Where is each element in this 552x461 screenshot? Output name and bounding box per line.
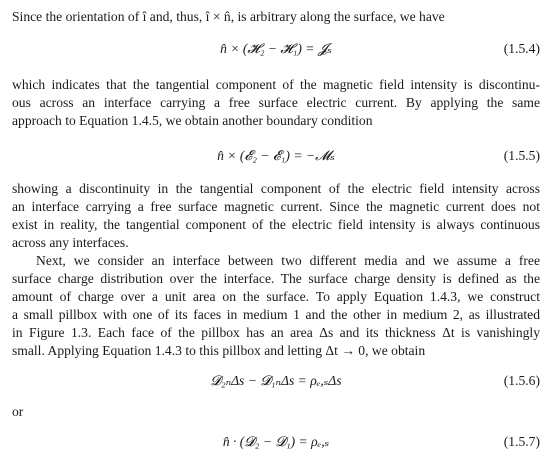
paragraph-3-line-1: showing a discontinuity in the tangential component of the electric field intensity across [12, 181, 540, 196]
paragraph-4-line-2: surface charge distribution over the interface. The surface charge density is defined as the [12, 271, 540, 286]
paragraph-1-line-1: Since the orientation of î and, thus, î × n̂, is arbitrary along the surface, we have [12, 9, 445, 24]
paragraph-3-line-4: across any interfaces. [12, 235, 129, 250]
equation-1-5-4-number: (1.5.4) [503, 41, 540, 56]
paragraph-3-line-2: an interface carrying a free surface magnetic current. Since the magnetic current does not [12, 199, 540, 214]
paragraph-4-line-3: amount of charge over a unit area on the surface. To apply Equation 1.4.3, we construct [12, 289, 540, 304]
equation-1-5-6-number: (1.5.6) [503, 373, 540, 388]
equation-1-5-7-number: (1.5.7) [503, 434, 540, 449]
paragraph-2-line-2: ous across an interface carrying a free surface electric current. By applying the same [12, 95, 540, 110]
paragraph-4-line-5: in Figure 1.3. Each face of the pillbox has an area Δs and its thickness Δt is vanishingly [12, 325, 540, 340]
paragraph-4-line-4: a small pillbox with one of its faces in medium 1 and the other in medium 2, as illustrated [12, 307, 540, 322]
paragraph-2-line-1: which indicates that the tangential component of the magnetic field intensity is discontinu- [12, 77, 540, 92]
equation-1-5-7-body: n̂ · (𝓓₂ − 𝓓₁) = ρₑ,ₛ [222, 434, 330, 449]
equation-1-5-6 [12, 370, 540, 392]
paragraph-4-line-1: Next, we consider an interface between two different media and we assume a free [36, 253, 540, 268]
equation-1-5-4-body: n̂ × (𝓗₂ − 𝓗₁) = 𝓙ₛ [220, 41, 332, 56]
connective-or: or [12, 404, 24, 419]
equation-1-5-6-body: 𝓓₂ₙΔs − 𝓓₁ₙΔs = ρₑ,ₛΔs [210, 373, 342, 388]
equation-1-5-7 [12, 431, 540, 453]
equation-1-5-5-body: n̂ × (𝓔₂ − 𝓔₁) = −𝓜ₛ [217, 148, 335, 163]
paragraph-3-line-3: exist in reality, the tangential component of the electric field intensity is always continuous [12, 217, 540, 232]
equation-1-5-5-number: (1.5.5) [503, 148, 540, 163]
equation-1-5-5 [12, 145, 540, 167]
paragraph-4-line-6: small. Applying Equation 1.4.3 to this pillbox and letting Δt → 0, we obtain [12, 343, 426, 358]
paragraph-2-line-3: approach to Equation 1.4.5, we obtain another boundary condition [12, 113, 373, 128]
equation-1-5-4 [12, 38, 540, 60]
